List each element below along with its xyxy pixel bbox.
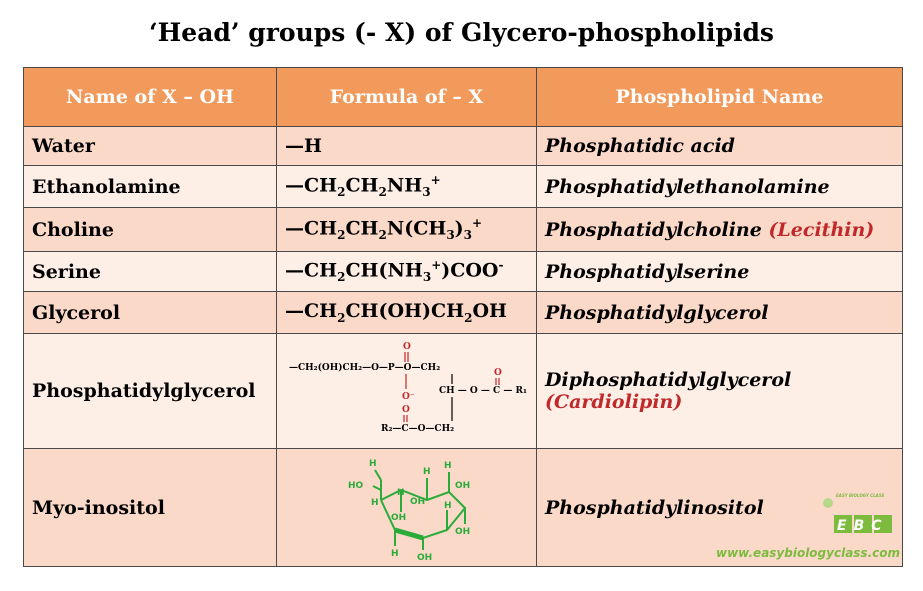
inositol-oh-label: OH [455, 481, 471, 491]
table-row [24, 449, 903, 567]
inositol-h-label: H [444, 501, 452, 511]
lipid-name-cell [537, 334, 903, 449]
ebc-logo-graphic [820, 489, 900, 537]
formula-cell: $—CH_2CH(NH_3^+)COO^-$ [277, 252, 537, 292]
lipid-name-cell [537, 208, 903, 252]
formula-cell: $—CH_2CH_2NH_3^+$ [277, 166, 537, 208]
x-name-cell: Choline [24, 208, 277, 252]
x-name-cell: Phosphatidylglycerol [24, 334, 277, 449]
structure-oxygen-bottom: O⁻ [402, 392, 415, 402]
table-row [24, 127, 903, 166]
x-name-cell: Glycerol [24, 292, 277, 334]
lipid-alt-name: (Lecithin) [768, 218, 875, 241]
formula-cell: —H [277, 127, 537, 166]
structure-oxygen-top: O [403, 342, 411, 352]
inositol-structure-diagram [277, 450, 535, 565]
cardiolipin-structure-diagram [277, 335, 535, 447]
table-row [24, 334, 903, 449]
structure-middle-text: CH — O — C — R₁ [439, 386, 527, 396]
inositol-h-label: H [397, 488, 405, 498]
inositol-oh-label: OH [417, 553, 433, 563]
formula-cell: $—CH_2CH_2N(CH_3)_3^+$ [277, 208, 537, 252]
head-groups-table [23, 67, 903, 567]
inositol-h-label: H [423, 467, 431, 477]
table-row [24, 252, 903, 292]
lipid-name: Phosphatidylcholine [545, 218, 762, 241]
x-name-cell: Serine [24, 252, 277, 292]
structure-carbonyl-o: O [494, 368, 502, 378]
table-row [24, 292, 903, 334]
lipid-alt-name: (Cardiolipin) [545, 391, 683, 413]
inositol-h-label: H [391, 549, 399, 559]
inositol-h-label: H [369, 459, 377, 469]
watermark-url: www.easybiologyclass.com [716, 546, 900, 560]
formula-cell [277, 334, 537, 449]
lipid-name-cell: Phosphatidylglycerol [537, 292, 903, 334]
inositol-oh-label: OH [410, 497, 426, 507]
column-header-formula: Formula of – X [277, 68, 537, 127]
lipid-name-cell [537, 449, 903, 567]
inositol-h-label: H [371, 498, 379, 508]
formula-cell [277, 449, 537, 567]
inositol-oh-label: OH [391, 513, 407, 523]
inositol-oh-label: OH [455, 527, 471, 537]
structure-carbonyl-o-2: O [402, 405, 410, 415]
structure-bottom-text: R₂—C—O—CH₂ [381, 424, 455, 434]
x-name-cell: Myo-inositol [24, 449, 277, 567]
x-name-cell: Water [24, 127, 277, 166]
ebc-logo-text: EBC [837, 518, 889, 534]
table-row [24, 166, 903, 208]
x-name-cell: Ethanolamine [24, 166, 277, 208]
lipid-name: Phosphatidylinositol [545, 496, 764, 519]
lipid-name-cell: Phosphatidic acid [537, 127, 903, 166]
table-header-row [24, 68, 903, 127]
lipid-name: Diphosphatidylglycerol [545, 369, 792, 391]
page-title: ‘Head’ groups (- X) of Glycero-phospholipids [148, 18, 775, 47]
inositol-h-label: H [444, 461, 452, 471]
lipid-name-cell: Phosphatidylethanolamine [537, 166, 903, 208]
column-header-x-name: Name of X – OH [24, 68, 277, 127]
lipid-name-cell: Phosphatidylserine [537, 252, 903, 292]
column-header-lipid-name: Phospholipid Name [537, 68, 903, 127]
formula-cell: $—CH_2CH(OH)CH_2OH$ [277, 292, 537, 334]
ebc-logo-tag: EASY BIOLOGY CLASS [836, 493, 885, 498]
ebc-logo [820, 489, 900, 542]
table-row [24, 208, 903, 252]
inositol-ho-label: HO [348, 481, 364, 491]
structure-chain-text: —CH₂(OH)CH₂—O—P—O—CH₂ [289, 363, 441, 373]
